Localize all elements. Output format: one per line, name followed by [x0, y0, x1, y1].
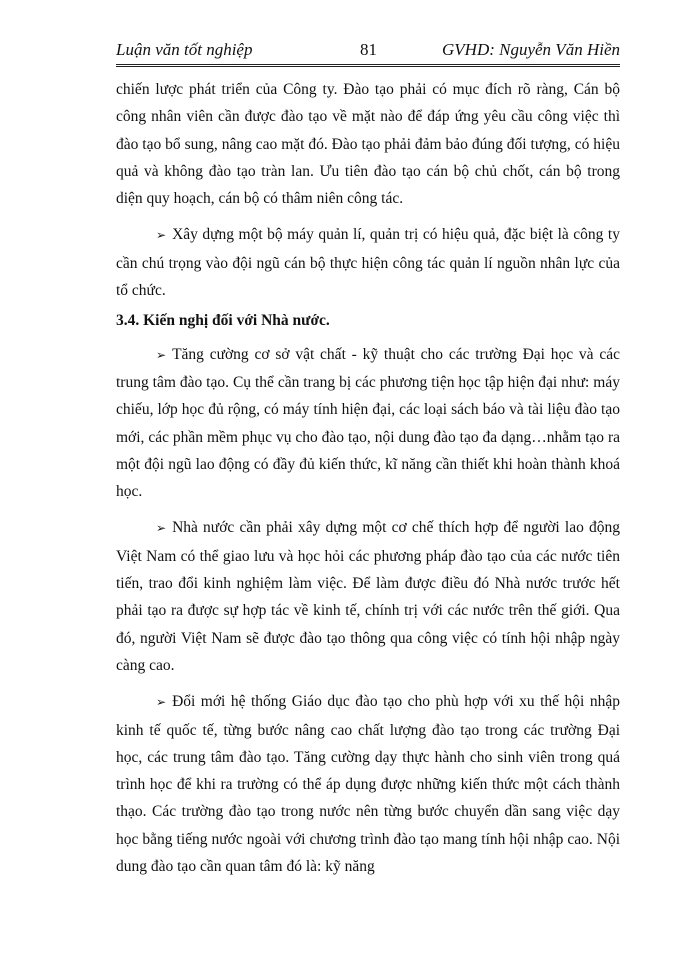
arrow-bullet-icon: ➢: [156, 228, 167, 243]
paragraph-3-text: Tăng cường cơ sở vật chất - kỹ thuật cho các trường Đại học và các trung tâm đào tạo. Cụ thể cần trang bị các phương tiện học tập hiện đại như: máy chiếu, lớp học đủ rộng, có máy tính hiện đại, các loại sách báo và tài liệu đào tạo mới, các phần mềm phục vụ cho đào tạo, nội dung đào tạo đa dạng…nhằm tạo ra một đội ngũ lao động có đầy đủ kiến thức, kĩ năng cần thiết khi hoàn thành khoá học.: [116, 345, 620, 501]
paragraph-1: chiến lược phát triển của Công ty. Đào tạo phải có mục đích rõ ràng, Cán bộ công nhân viên cần được đào tạo về mặt nào để đáp ứng yêu cầu công việc thì đào tạo bổ sung, nâng cao mặt đó. Đào tạo phải đảm bảo đúng đối tượng, có hiệu quả và không đào tạo tràn lan. Ưu tiên đào tạo cán bộ chủ chốt, cán bộ trong diện quy hoạch, cán bộ có thâm niên công tác.: [116, 81, 620, 208]
bullet-paragraph-5: [116, 688, 620, 880]
arrow-bullet-icon: ➢: [156, 521, 167, 536]
bullet-paragraph-4: [116, 514, 620, 679]
paragraph-2-text: Xây dựng một bộ máy quản lí, quản trị có hiệu quả, đặc biệt là công ty cần chú trọng vào đội ngũ cán bộ thực hiện công tác quản lí nguồn nhân lực của tổ chức.: [116, 226, 620, 300]
body-text: [116, 76, 620, 880]
bullet-paragraph-2: [116, 221, 620, 304]
bullet-paragraph-3: [116, 341, 620, 506]
arrow-bullet-icon: ➢: [156, 695, 167, 710]
paragraph-4-text: Nhà nước cần phải xây dựng một cơ chế thích hợp để người lao động Việt Nam có thể giao lưu và học hỏi các phương pháp đào tạo của các nước tiên tiến, trao đổi kinh nghiệm làm việc. Để làm được điều đó Nhà nước trước hết phải tạo ra được sự hợp tác về kinh tế, chính trị với các nước trên thế giới. Qua đó, người Việt Nam sẽ được đào tạo thông qua công việc có tính hội nhập ngày càng cao.: [116, 519, 620, 674]
page-number: 81: [360, 40, 377, 59]
page-header: [116, 36, 620, 67]
section-heading: 3.4. Kiến nghị đối với Nhà nước.: [116, 312, 330, 330]
header-advisor: GVHD: Nguyễn Văn Hiền: [442, 40, 620, 59]
header-thesis-title: Luận văn tốt nghiệp: [116, 40, 253, 59]
paragraph-5-text: Đổi mới hệ thống Giáo dục đào tạo cho phù hợp với xu thế hội nhập kinh tế quốc tế, từng bước nâng cao chất lượng đào tạo trong các trường Đại học, các trung tâm đào tạo. Tăng cường dạy thực hành cho sinh viên trong quá trình học để khi ra trường có thể áp dụng được những kiến thức một cách thành thạo. Các trường đào tạo trong nước nên từng bước chuyển dần sang việc dạy học bằng tiếng nước ngoài với chương trình đào tạo mang tính hội nhập cao. Nội dung đào tạo cần quan tâm đó là: kỹ năng: [116, 693, 620, 876]
arrow-bullet-icon: ➢: [156, 347, 167, 362]
